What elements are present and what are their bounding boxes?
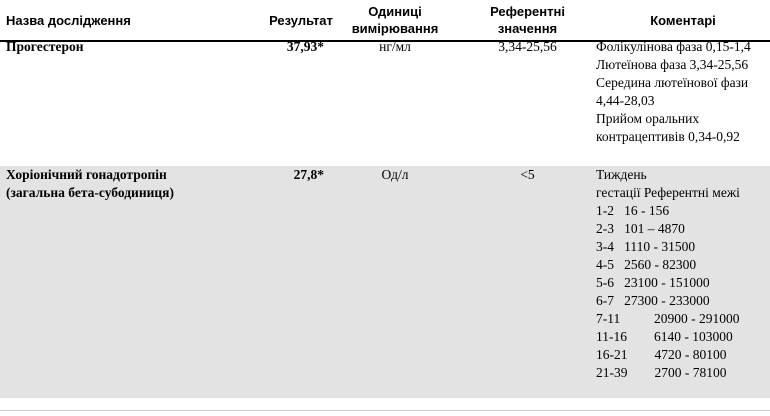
- reference-value: 3,34-25,56: [498, 39, 557, 54]
- table-header: [0, 0, 770, 42]
- gestation-range-line: 6-7 27300 - 233000: [596, 293, 710, 308]
- header-result: [256, 0, 346, 40]
- comment-line: Середина лютеїнової фази: [596, 75, 749, 90]
- result-value: 27,8*: [293, 167, 324, 182]
- comment-line: Тиждень: [596, 167, 647, 182]
- gestation-range-line: 2-3 101 – 4870: [596, 221, 685, 236]
- comment-text: [596, 38, 768, 146]
- comment-text: [596, 166, 768, 382]
- units-value: нг/мл: [379, 39, 411, 54]
- gestation-range-line: 21-39 2700 - 78100: [596, 365, 727, 380]
- test-name: [6, 166, 174, 202]
- gestation-range-line: 16-21 4720 - 80100: [596, 347, 727, 362]
- gestation-range-line: 4-5 2560 - 82300: [596, 257, 697, 272]
- header-comments: [596, 0, 770, 40]
- units-value: Од/л: [381, 167, 409, 182]
- test-name-line: Хоріонічний гонадотропін: [6, 167, 167, 182]
- test-name: [6, 38, 84, 56]
- comment-line: Прийом оральних: [596, 111, 700, 126]
- table-row-hcg: [0, 166, 770, 398]
- result-value: 37,93*: [286, 39, 324, 54]
- header-reference-line2: значення: [497, 21, 558, 36]
- comment-line: контрацептивів 0,34-0,92: [596, 129, 740, 144]
- header-units: [340, 0, 450, 40]
- header-test-name: [6, 0, 196, 40]
- header-comments-label: Коментарі: [650, 12, 716, 28]
- header-reference: [470, 0, 585, 40]
- comment-line: 4,44-28,03: [596, 93, 655, 108]
- table-bottom-rule: [0, 410, 770, 411]
- header-units-line1: Одиниці: [368, 4, 422, 19]
- header-reference-line1: Референтні: [490, 4, 565, 19]
- table-row-progesterone: [0, 38, 770, 162]
- comment-line: гестації Референтні межі: [596, 185, 740, 200]
- gestation-range-line: 7-11 20900 - 291000: [596, 311, 740, 326]
- header-units-line2: вимірювання: [351, 21, 439, 36]
- header-test-name-label: Назва дослідження: [6, 12, 131, 28]
- comment-line: Фолікулінова фаза 0,15-1,4: [596, 39, 751, 54]
- gestation-range-line: 3-4 1110 - 31500: [596, 239, 696, 254]
- gestation-range-line: 5-6 23100 - 151000: [596, 275, 710, 290]
- test-name-line: Прогестерон: [6, 39, 84, 54]
- header-result-label: Результат: [269, 12, 333, 28]
- gestation-range-line: 1-2 16 - 156: [596, 203, 670, 218]
- gestation-range-line: 11-16 6140 - 103000: [596, 329, 733, 344]
- comment-line: Лютеїнова фаза 3,34-25,56: [596, 57, 749, 72]
- test-name-line: (загальна бета-субодиниця): [6, 185, 174, 200]
- reference-value: <5: [520, 167, 535, 182]
